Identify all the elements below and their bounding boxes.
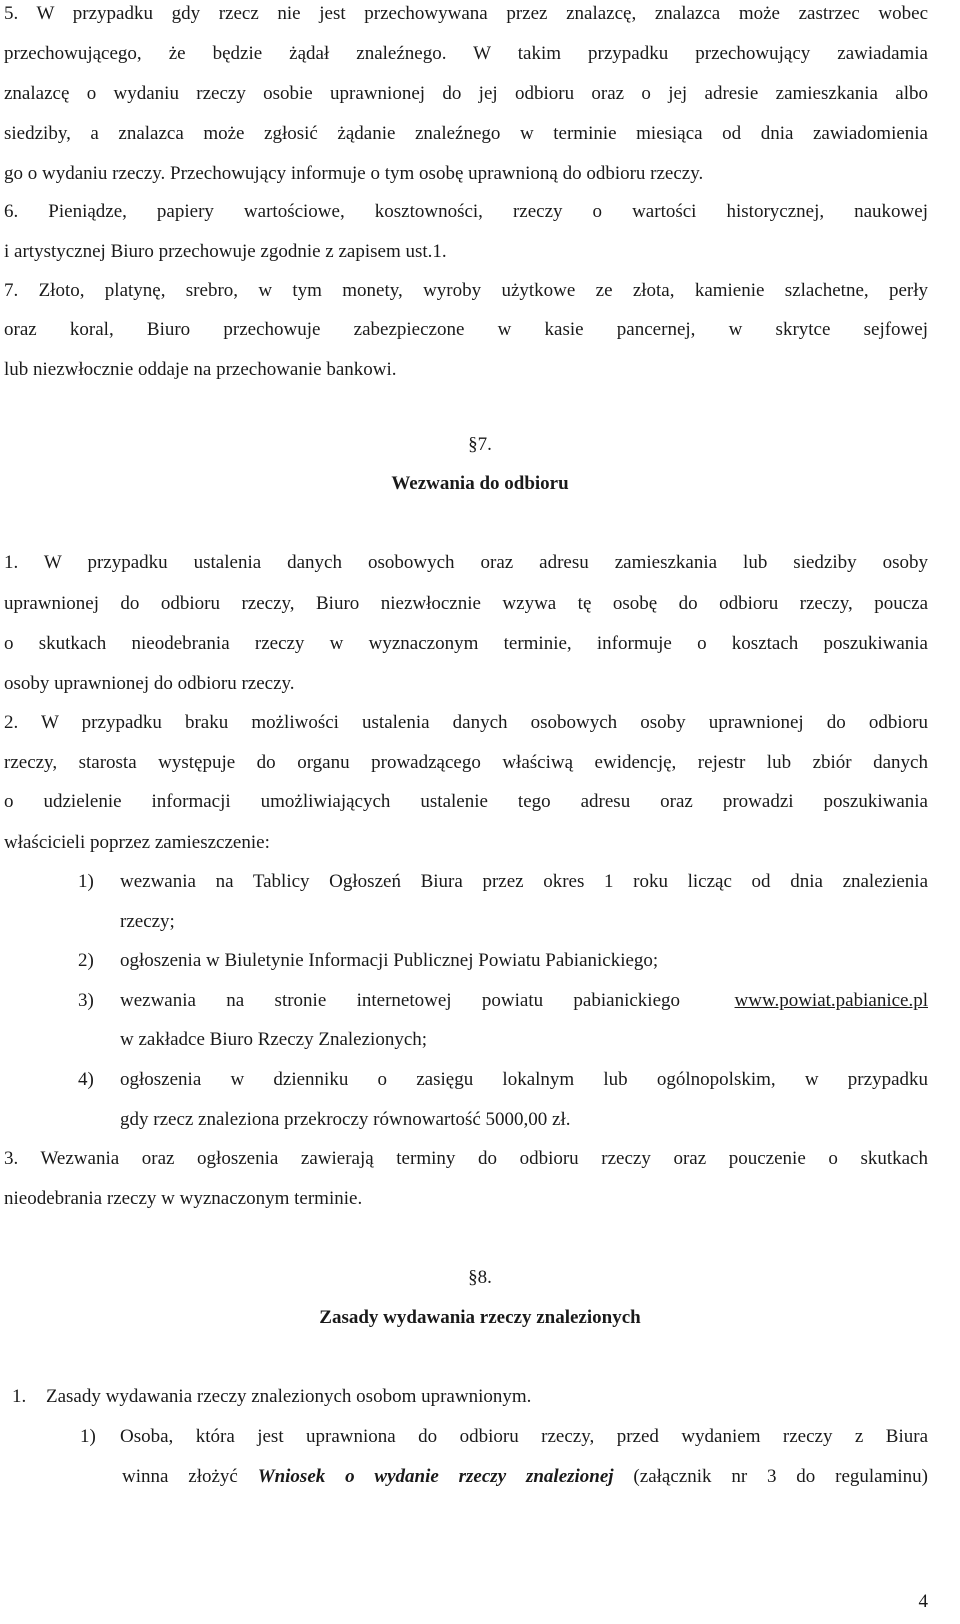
- list-item-number: 4): [78, 1069, 94, 1090]
- paragraph-line: właścicieli poprzez zamieszczenie:: [4, 832, 270, 853]
- page-number: 4: [918, 1591, 928, 1612]
- paragraph-line: nieodebrania rzeczy w wyznaczonym terminie.: [4, 1188, 363, 1209]
- paragraph-line: oraz koral, Biuro przechowuje zabezpieczone w kasie pancernej, w skrytce sejfowej: [4, 319, 928, 340]
- paragraph-line: o udzielenie informacji umożliwiających ustalenie tego adresu oraz prowadzi poszukiwania: [4, 791, 928, 812]
- paragraph-line: 2. W przypadku braku możliwości ustalenia danych osobowych osoby uprawnionej do odbioru: [4, 712, 928, 733]
- text-part: winna złożyć: [122, 1466, 258, 1487]
- paragraph-line: lub niezwłocznie oddaje na przechowanie bankowi.: [4, 359, 397, 380]
- paragraph-line: przechowującego, że będzie żądał znaleźnego. W takim przypadku przechowujący zawiadamia: [4, 43, 928, 64]
- form-name-emphasis: Wniosek o wydanie rzeczy znalezionej: [257, 1466, 614, 1487]
- paragraph-line: i artystycznej Biuro przechowuje zgodnie z zapisem ust.1.: [4, 241, 447, 262]
- paragraph-line: o skutkach nieodebrania rzeczy w wyznaczonym terminie, informuje o kosztach poszukiwania: [4, 633, 928, 654]
- section-title: Zasady wydawania rzeczy znalezionych: [319, 1307, 641, 1328]
- list-item-text: [120, 989, 928, 1013]
- list-item-number: 2): [78, 950, 94, 971]
- paragraph-line: 3. Wezwania oraz ogłoszenia zawierają terminy do odbioru rzeczy oraz pouczenie o skutkach: [4, 1148, 928, 1169]
- paragraph-line: znalazcę o wydaniu rzeczy osobie uprawnionej do jej odbioru oraz o jej adresie zamieszkania albo: [4, 83, 928, 104]
- website-link[interactable]: www.powiat.pabianice.pl: [734, 990, 928, 1011]
- section-number: §8.: [468, 1267, 492, 1288]
- section-title: Wezwania do odbioru: [391, 473, 569, 494]
- list-item-number: 1): [78, 871, 94, 892]
- text-part: (załącznik nr 3 do regulaminu): [613, 1466, 929, 1487]
- list-item-number: 1): [80, 1426, 96, 1447]
- list-item-text: gdy rzecz znaleziona przekroczy równowartość 5000,00 zł.: [120, 1109, 571, 1130]
- list-item-text: rzeczy;: [120, 911, 175, 932]
- list-item-number: 3): [78, 990, 94, 1011]
- list-item-text: wezwania na Tablicy Ogłoszeń Biura przez okres 1 roku licząc od dnia znalezienia: [120, 871, 928, 892]
- paragraph-line: osoby uprawnionej do odbioru rzeczy.: [4, 673, 295, 694]
- list-item-text: [122, 1465, 928, 1489]
- paragraph-line: 5. W przypadku gdy rzecz nie jest przechowywana przez znalazcę, znalazca może zastrzec wobec: [4, 3, 928, 24]
- list-item-text: ogłoszenia w Biuletynie Informacji Publicznej Powiatu Pabianickiego;: [120, 950, 659, 971]
- list-item-text: w zakładce Biuro Rzeczy Znalezionych;: [120, 1029, 428, 1050]
- list-item-number: 1.: [12, 1386, 27, 1407]
- paragraph-line: siedziby, a znalazca może zgłosić żądanie znaleźnego w terminie miesiąca od dnia zawiadomienia: [4, 123, 928, 144]
- list-item-text-part: wezwania na stronie internetowej powiatu pabianickiego: [120, 990, 680, 1011]
- paragraph-line: go o wydaniu rzeczy. Przechowujący informuje o tym osobę uprawnioną do odbioru rzeczy.: [4, 163, 704, 184]
- list-item-text: Osoba, która jest uprawniona do odbioru rzeczy, przed wydaniem rzeczy z Biura: [120, 1426, 928, 1447]
- paragraph-line: 7. Złoto, platynę, srebro, w tym monety, wyroby użytkowe ze złota, kamienie szlachetne, perły: [4, 280, 928, 301]
- paragraph-line: 1. W przypadku ustalenia danych osobowych oraz adresu zamieszkania lub siedziby osoby: [4, 552, 928, 573]
- paragraph-line: 6. Pieniądze, papiery wartościowe, kosztowności, rzeczy o wartości historycznej, naukowej: [4, 201, 928, 222]
- list-item-text: ogłoszenia w dzienniku o zasięgu lokalnym lub ogólnopolskim, w przypadku: [120, 1069, 928, 1090]
- paragraph-line: rzeczy, starosta występuje do organu prowadzącego właściwą ewidencję, rejestr lub zbiór danych: [4, 752, 928, 773]
- list-item-text: Zasady wydawania rzeczy znalezionych osobom uprawnionym.: [46, 1386, 532, 1407]
- section-number: §7.: [468, 434, 492, 455]
- paragraph-line: uprawnionej do odbioru rzeczy, Biuro niezwłocznie wzywa tę osobę do odbioru rzeczy, poucza: [4, 593, 928, 614]
